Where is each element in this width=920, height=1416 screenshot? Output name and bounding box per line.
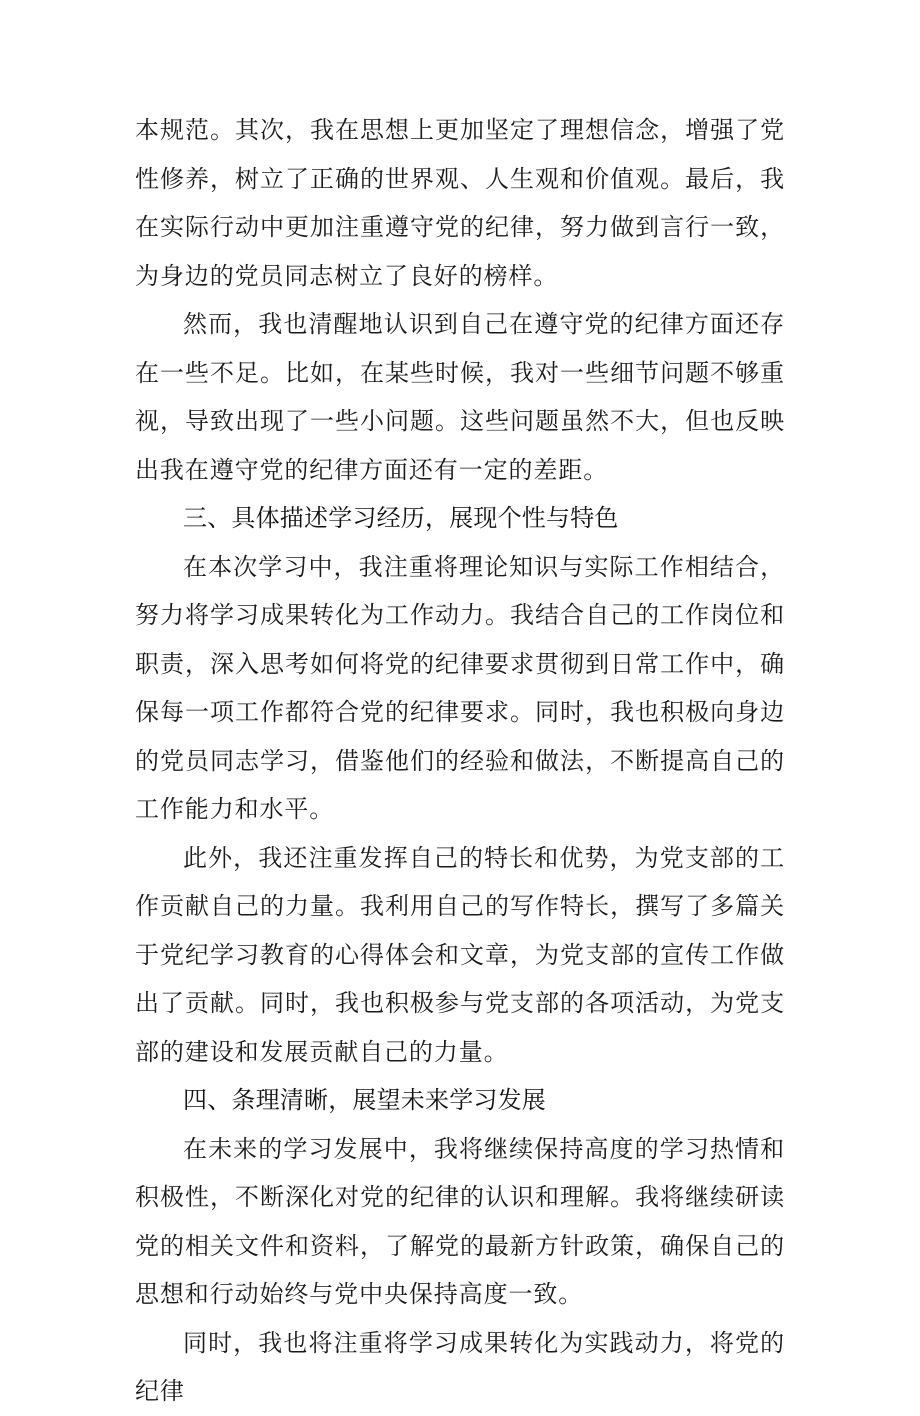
paragraph-future-development: 在未来的学习发展中，我将继续保持高度的学习热情和积极性，不断深化对党的纪律的认识和理解。我将继续研读党的相关文件和资料，了解党的最新方针政策，确保自己的思想和行动始终与党中央保持高度一致。 xyxy=(135,1134,785,1308)
paragraph-strengths: 此外，我还注重发挥自己的特长和优势，为党支部的工作贡献自己的力量。我利用自己的写作特长，撰写了多篇关于党纪学习教育的心得体会和文章，为党支部的宣传工作做出了贡献。同时，我也积极参与党支部的各项活动，为党支部的建设和发展贡献自己的力量。 xyxy=(135,843,785,1066)
paragraph-shortcomings: 然而，我也清醒地认识到自己在遵守党的纪律方面还存在一些不足。比如，在某些时候，我对一些细节问题不够重视，导致出现了一些小问题。这些问题虽然不大，但也反映出我在遵守党的纪律方面还有一定的差距。 xyxy=(135,310,785,484)
section-heading-three: 三、具体描述学习经历，展现个性与特色 xyxy=(183,504,619,532)
document-body xyxy=(135,106,785,1416)
paragraph-practice-truncated: 同时，我也将注重将学习成果转化为实践动力，将党的纪律 xyxy=(135,1328,785,1405)
section-heading-four: 四、条理清晰，展望未来学习发展 xyxy=(183,1086,546,1114)
paragraph-summary-continued: 本规范。其次，我在思想上更加坚定了理想信念，增强了党性修养，树立了正确的世界观、人生观和价值观。最后，我在实际行动中更加注重遵守党的纪律，努力做到言行一致，为身边的党员同志树立了良好的榜样。 xyxy=(135,116,785,290)
paragraph-study-experience: 在本次学习中，我注重将理论知识与实际工作相结合，努力将学习成果转化为工作动力。我结合自己的工作岗位和职责，深入思考如何将党的纪律要求贯彻到日常工作中，确保每一项工作都符合党的纪律要求。同时，我也积极向身边的党员同志学习，借鉴他们的经验和做法，不断提高自己的工作能力和水平。 xyxy=(135,552,785,823)
